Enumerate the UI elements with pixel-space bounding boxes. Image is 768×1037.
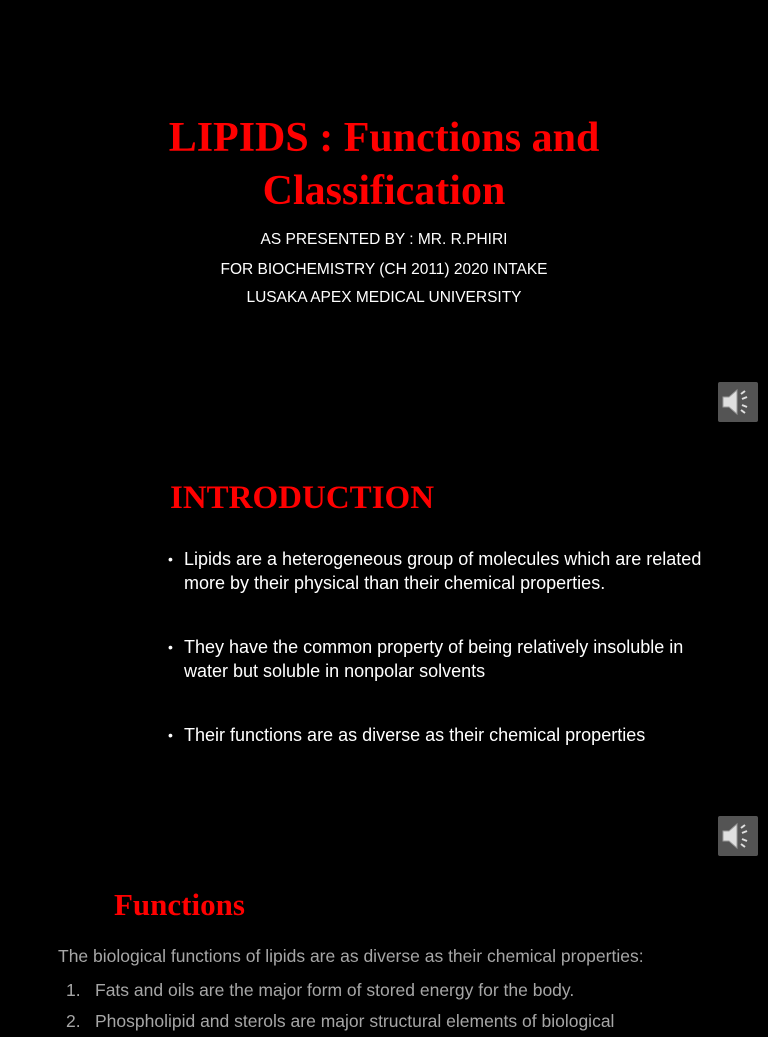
- list-item-text: Fats and oils are the major form of stored energy for the body.: [95, 980, 575, 1000]
- introduction-slide: [0, 440, 768, 858]
- functions-intro: The biological functions of lipids are as diverse as their chemical properties:: [58, 946, 644, 966]
- slide-title-line1: LIPIDS : Functions and: [168, 115, 600, 161]
- list-item: [66, 975, 614, 1006]
- introduction-bullets: [168, 547, 728, 747]
- slide-title-line2: Classification: [262, 168, 506, 214]
- list-item: [66, 1006, 614, 1037]
- list-item-number: 2.: [66, 1011, 81, 1031]
- introduction-heading: INTRODUCTION: [170, 480, 435, 516]
- functions-heading: Functions: [114, 887, 245, 922]
- bullet-item: • Lipids are a heterogeneous group of molecules which are related more by their physical than their chemical properties.: [168, 547, 728, 595]
- slide-title: [0, 112, 768, 218]
- course-line: FOR BIOCHEMISTRY (CH 2011) 2020 INTAKE: [220, 261, 548, 278]
- university-line: LUSAKA APEX MEDICAL UNIVERSITY: [246, 289, 522, 306]
- title-slide: [0, 0, 768, 440]
- speaker-icon[interactable]: [718, 816, 758, 856]
- functions-list: [66, 975, 614, 1037]
- list-item-text: Phospholipid and sterols are major structural elements of biological: [95, 1011, 615, 1031]
- bullet-item: • Their functions are as diverse as their chemical properties: [168, 723, 728, 747]
- functions-slide: [0, 858, 768, 1031]
- bullet-item: • They have the common property of being relatively insoluble in water but soluble in nonpolar solvents: [168, 635, 728, 683]
- presenter-line: AS PRESENTED BY : MR. R.PHIRI: [260, 231, 508, 248]
- speaker-icon[interactable]: [718, 382, 758, 422]
- list-item-number: 1.: [66, 980, 81, 1000]
